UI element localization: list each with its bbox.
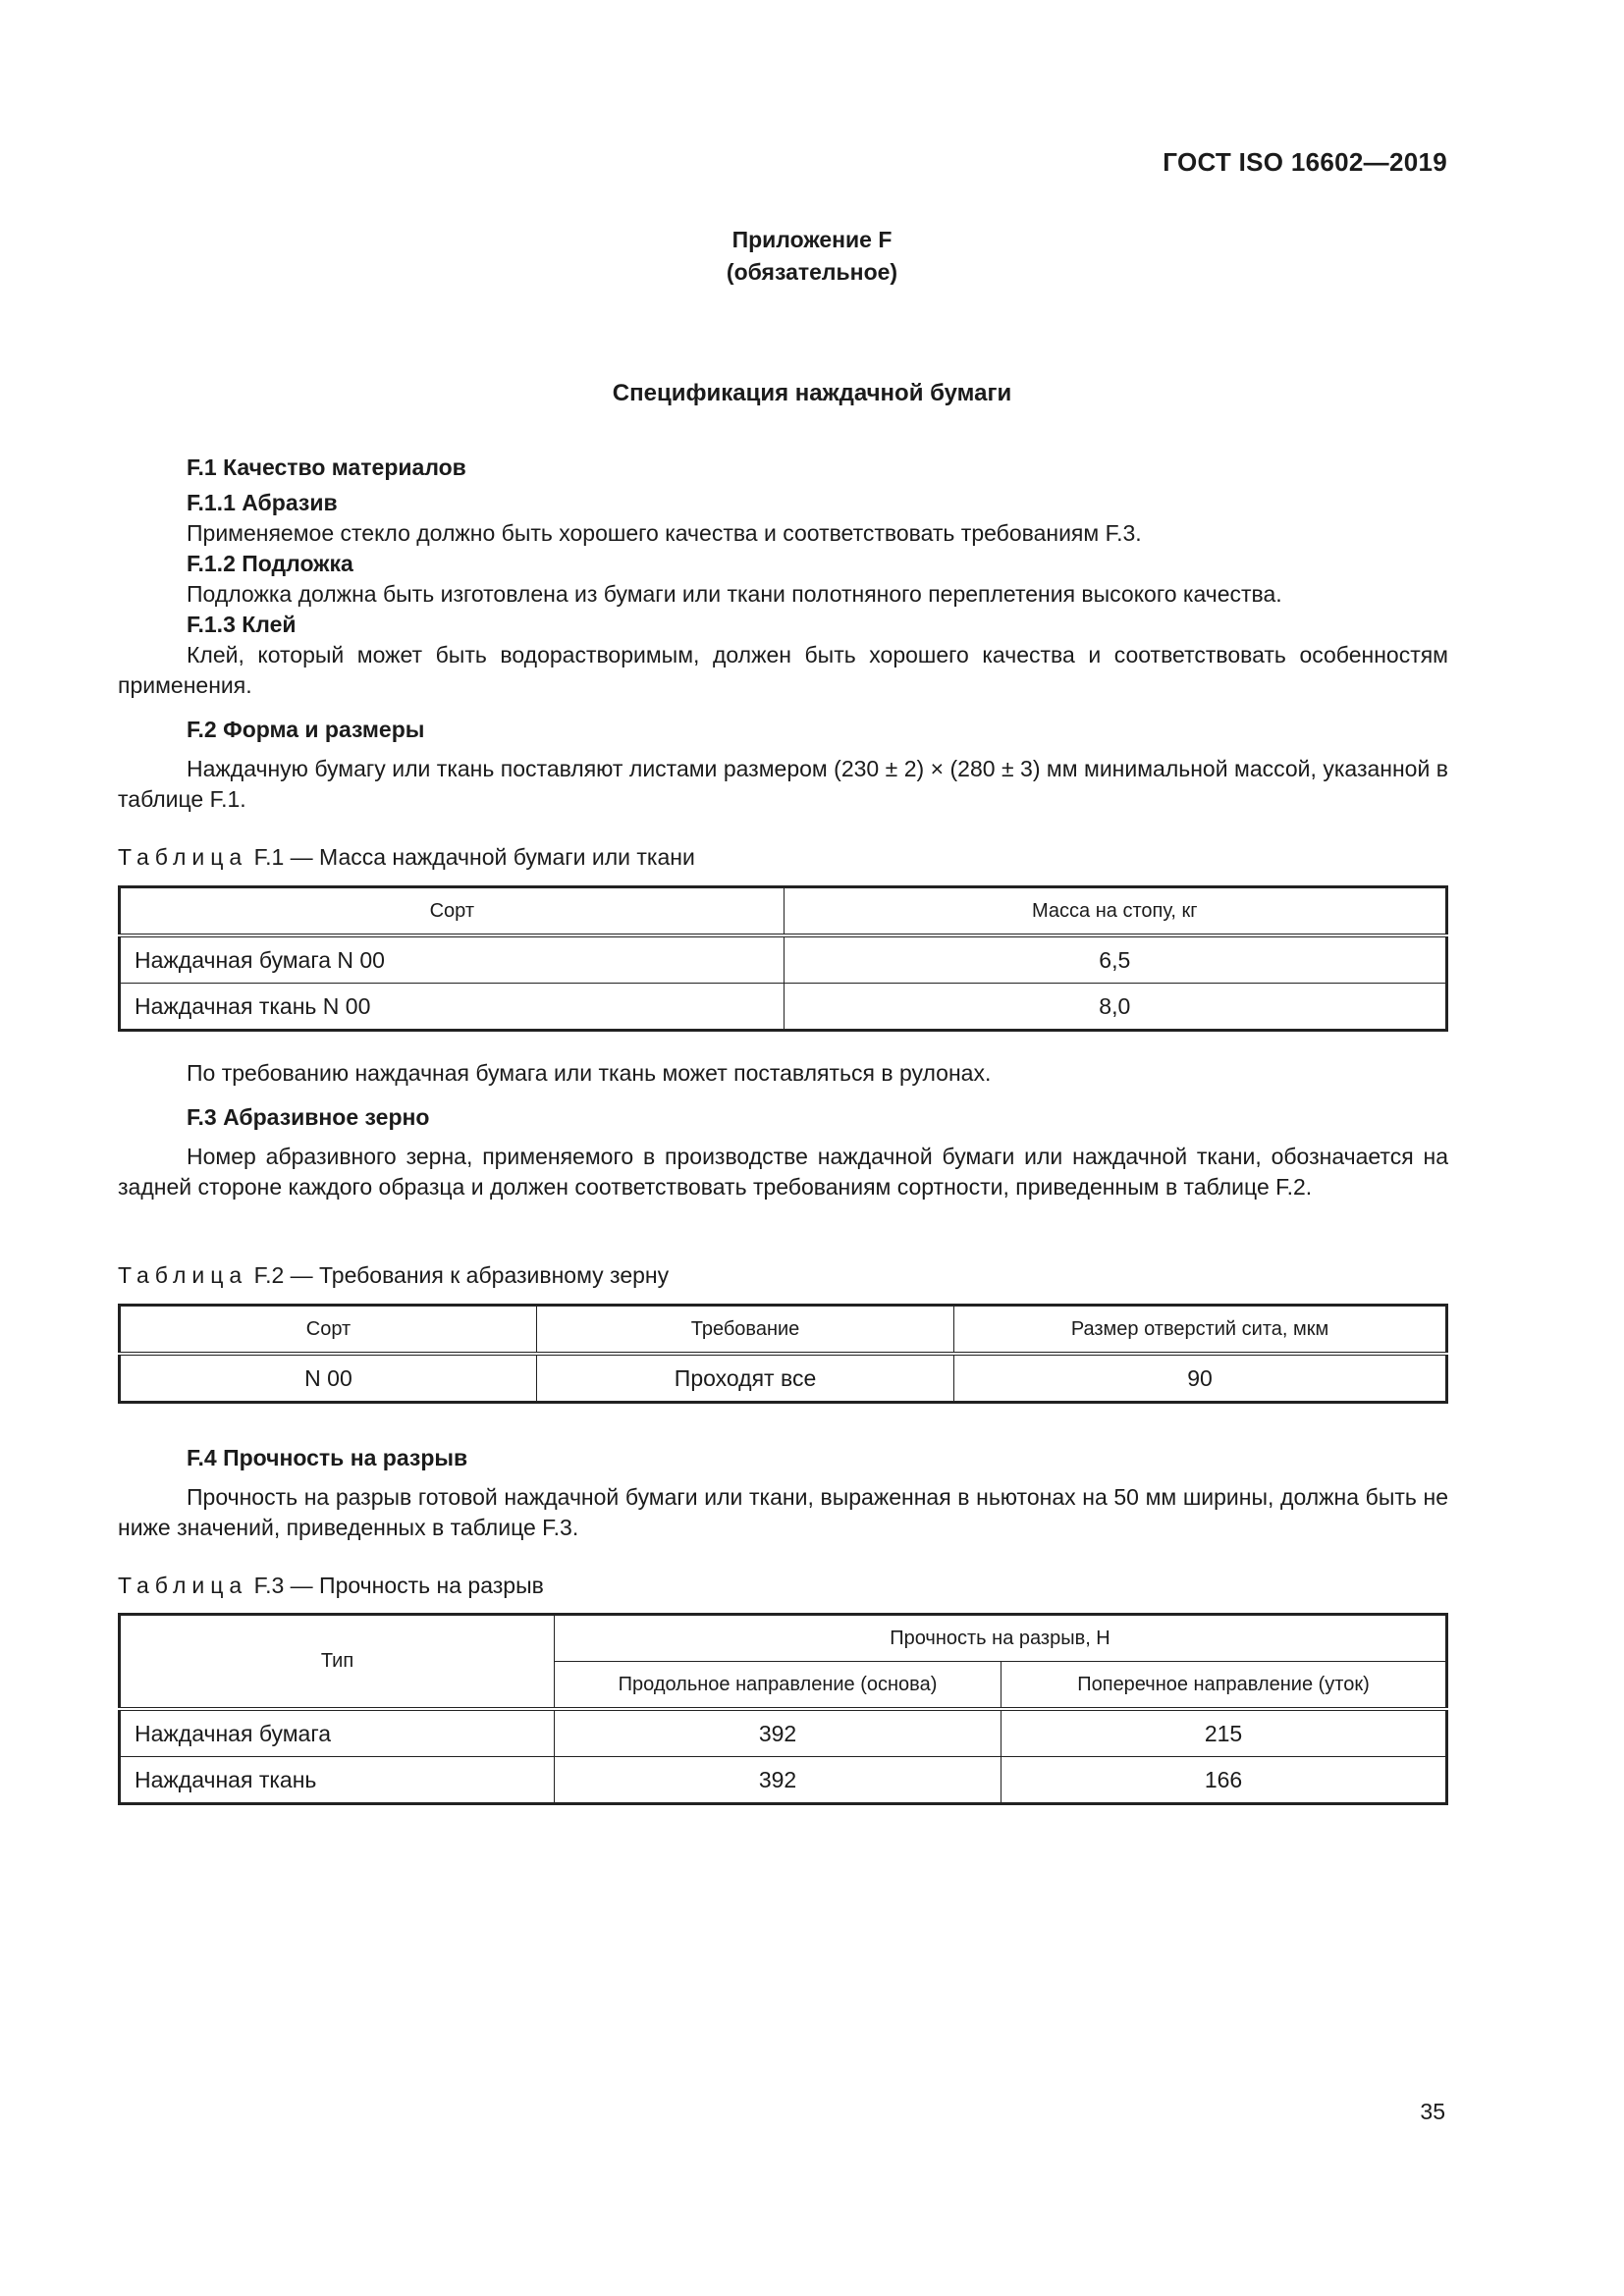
table-cell: 392 [555,1757,1001,1804]
heading-f1: F.1 Качество материалов [187,454,466,480]
appendix-heading [0,224,1624,289]
heading-f1-3: F.1.3 Клей [187,612,297,637]
appendix-title: Приложение F [731,227,893,252]
table-f1-header-sort: Сорт [120,887,785,936]
page-number: 35 [1420,2099,1445,2124]
table-cell: 6,5 [784,935,1446,984]
text-f4: Прочность на разрыв готовой наждачной бумаги или ткани, выраженная в ньютонах на 50 мм ширины, должна быть не ниже значений, приведенных в таблице F.3. [118,1484,1448,1540]
table-cell: Проходят все [536,1354,953,1403]
heading-f1-1: F.1.1 Абразив [187,490,338,515]
standard-designation: ГОСТ ISO 16602—2019 [1163,147,1447,177]
table-f3-caption [118,1571,1448,1601]
appendix-status: (обязательное) [726,259,898,285]
table-f2-caption-text: F.2 — Требования к абразивному зерну [253,1262,670,1288]
table-cell: 90 [954,1354,1447,1403]
table-row [120,1709,1447,1757]
table-row [120,984,1447,1031]
heading-f4: F.4 Прочность на разрыв [187,1445,468,1470]
table-cell: Наждачная бумага N 00 [120,935,785,984]
heading-f2: F.2 Форма и размеры [187,717,425,742]
table-cell: 215 [1001,1709,1447,1757]
table-cell: 8,0 [784,984,1446,1031]
table-row [120,935,1447,984]
heading-f1-2: F.1.2 Подложка [187,551,353,576]
table-row [120,1354,1447,1403]
text-f3: Номер абразивного зерна, применяемого в производстве наждачной бумаги или наждачной ткани, обозначается на задней стороне каждого образца и должен соответствовать требованиям сортности, приведенным в таблице F.2. [118,1144,1448,1200]
table-cell: Наждачная ткань N 00 [120,984,785,1031]
text-f1-2: Подложка должна быть изготовлена из бумаги или ткани полотняного переплетения высокого качества. [187,581,1282,607]
section-f2 [118,715,1448,815]
table-f2-caption-word: Таблица [118,1262,248,1288]
table-cell: Наждачная ткань [120,1757,555,1804]
table-f3-caption-word: Таблица [118,1573,248,1598]
table-row [120,1757,1447,1804]
section-f1 [118,453,1448,701]
section-f4 [118,1443,1448,1543]
heading-f3: F.3 Абразивное зерно [187,1104,430,1130]
table-f3-caption-text: F.3 — Прочность на разрыв [253,1573,544,1598]
table-cell: Наждачная бумага [120,1709,555,1757]
table-f1-header-mass: Масса на стопу, кг [784,887,1446,936]
text-f1-1: Применяемое стекло должно быть хорошего качества и соответствовать требованиям F.3. [187,520,1142,546]
text-rolls: По требованию наждачная бумага или ткань может поставляться в рулонах. [187,1060,992,1086]
text-f1-3: Клей, который может быть водорастворимым, должен быть хорошего качества и соответствовать особенностям применения. [118,642,1448,698]
table-f1-caption [118,842,1448,873]
table-f1-caption-word: Таблица [118,844,248,870]
table-cell: 392 [555,1709,1001,1757]
table-f3-header-type: Тип [120,1615,555,1710]
table-f3 [118,1613,1448,1805]
table-f3-header-longitudinal: Продольное направление (основа) [555,1662,1001,1710]
specification-title: Спецификация наждачной бумаги [612,380,1012,406]
table-cell: 166 [1001,1757,1447,1804]
text-f2: Наждачную бумагу или ткань поставляют листами размером (230 ± 2) × (280 ± 3) мм минимальной массой, указанной в таблице F.1. [118,756,1448,812]
table-f2-caption [118,1260,1448,1291]
table-f3-header-transverse: Поперечное направление (уток) [1001,1662,1447,1710]
table-f1-caption-text: F.1 — Масса наждачной бумаги или ткани [253,844,695,870]
table-f3-header-strength: Прочность на разрыв, Н [555,1615,1447,1662]
section-f3 [118,1058,1448,1202]
table-f2-header-sort: Сорт [120,1306,537,1355]
table-f2 [118,1304,1448,1404]
table-f2-header-sieve: Размер отверстий сита, мкм [954,1306,1447,1355]
table-cell: N 00 [120,1354,537,1403]
table-f1 [118,885,1448,1032]
table-f2-header-requirement: Требование [536,1306,953,1355]
